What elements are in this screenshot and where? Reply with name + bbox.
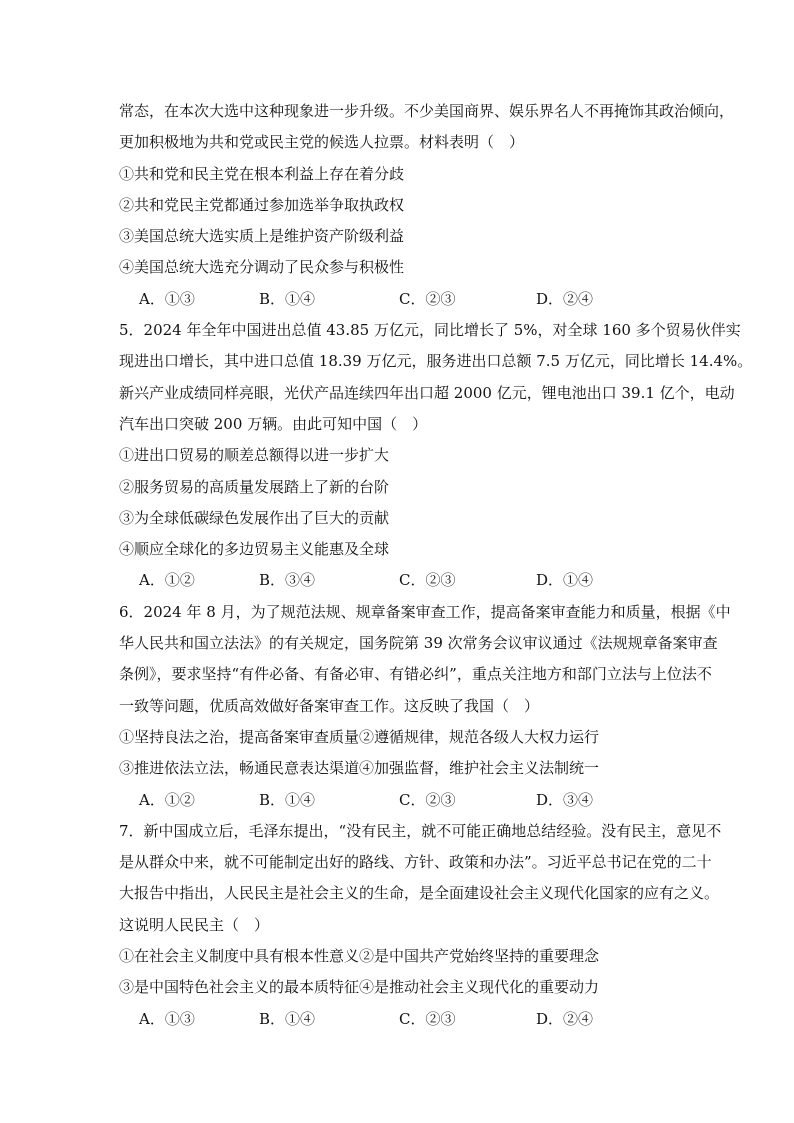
question-6-option: ①坚持良法之治，提高备案审查质量 <box>119 727 360 746</box>
choice-a: A．①③ <box>139 1009 195 1028</box>
page-content <box>119 96 753 1035</box>
question-4-option: ②共和党民主党都通过参加选举争取执政权 <box>119 195 405 214</box>
question-7 <box>119 816 722 1035</box>
choice-a: A．①② <box>139 571 195 590</box>
question-5-option: ②服务贸易的高质量发展踏上了新的台阶 <box>119 477 390 496</box>
choice-c: C．②③ <box>399 571 456 590</box>
question-7-option: ④是推动社会主义现代化的重要动力 <box>359 978 600 997</box>
choice-b: B．①④ <box>259 289 316 308</box>
question-7-stem-line: 大报告中指出，人民民主是社会主义的生命，是全面建设社会主义现代化国家的应有之义。 <box>119 884 720 903</box>
choice-b: B．①④ <box>259 1009 316 1028</box>
choice-b: B．①④ <box>259 790 316 809</box>
choice-c: C．②③ <box>399 790 456 809</box>
question-5-option: ①进出口贸易的顺差总额得以进一步扩大 <box>119 446 390 465</box>
question-7-option: ③是中国特色社会主义的最本质特征 <box>119 978 360 997</box>
question-7-option-row <box>119 972 689 1003</box>
question-6-option-row <box>119 753 689 784</box>
question-7-stem-line: 这说明人民民主（ ） <box>119 915 270 934</box>
choice-d: D．②④ <box>536 289 594 308</box>
question-5-choices <box>119 565 689 596</box>
question-7-choices <box>119 1004 689 1035</box>
question-5-stem-line: 汽车出口突破 200 万辆。由此可知中国（ ） <box>119 414 428 433</box>
question-6 <box>119 597 731 816</box>
question-7-stem-line: 7．新中国成立后，毛泽东提出，“没有民主，就不可能正确地总结经验。没有民主，意见不 <box>119 821 722 840</box>
question-6-stem-line: 6．2024 年 8 月，为了规范法规、规章备案审查工作，提高备案审查能力和质量，根据《中 <box>119 602 731 621</box>
question-6-stem-line: 条例》，要求坚持“有件必备、有备必审、有错必纠”，重点关注地方和部门立法与上位法不 <box>119 665 712 684</box>
choice-c: C．②③ <box>399 289 456 308</box>
choice-d: D．①④ <box>536 571 594 590</box>
question-7-stem-line: 是从群众中来，就不可能制定出好的路线、方针、政策和办法”。习近平总书记在党的二十 <box>119 853 712 872</box>
choice-a: A．①② <box>139 790 195 809</box>
question-5-option: ④顺应全球化的多边贸易主义能惠及全球 <box>119 540 390 559</box>
question-6-option: ③推进依法立法，畅通民意表达渠道 <box>119 759 360 778</box>
question-7-option: ②是中国共产党始终坚持的重要理念 <box>359 947 600 966</box>
question-6-stem-line: 一致等问题，优质高效做好备案审查工作。这反映了我国（ ） <box>119 696 540 715</box>
question-6-option-row <box>119 722 689 753</box>
question-5-stem-line: 新兴产业成绩同样亮眼，光伏产品连续四年出口超 2000 亿元，锂电池出口 39.1 亿个，电动 <box>119 383 735 402</box>
question-6-choices <box>119 785 689 816</box>
choice-c: C．②③ <box>399 1009 456 1028</box>
question-4-choices <box>119 284 689 315</box>
question-4-option: ③美国总统大选实质上是维护资产阶级利益 <box>119 227 405 246</box>
question-5-stem-line: 5．2024 年全年中国进出总值 43.85 万亿元，同比增长了 5%，对全球 160 多个贸易伙伴实 <box>119 321 741 340</box>
question-6-stem-line: 华人民共和国立法法》的有关规定，国务院第 39 次常务会议审议通过《法规规章备案审查 <box>119 634 718 653</box>
question-7-option: ①在社会主义制度中具有根本性意义 <box>119 947 360 966</box>
choice-b: B．③④ <box>259 571 316 590</box>
question-4-stem-line: 常态，在本次大选中这种现象进一步升级。不少美国商界、娱乐界名人不再掩饰其政治倾向， <box>119 102 735 120</box>
choice-a: A．①③ <box>139 289 195 308</box>
question-4-stem-line: 更加积极地为共和党或民主党的候选人拉票。材料表明（ ） <box>119 133 525 152</box>
question-4-option: ④美国总统大选充分调动了民众参与积极性 <box>119 258 405 277</box>
question-5 <box>119 315 753 597</box>
question-5-option: ③为全球低碳绿色发展作出了巨大的贡献 <box>119 508 390 527</box>
question-6-option: ②遵循规律，规范各级人大权力运行 <box>359 727 600 746</box>
question-6-option: ④加强监督，维护社会主义法制统一 <box>359 759 600 778</box>
question-4 <box>119 96 735 315</box>
choice-d: D．③④ <box>536 790 594 809</box>
question-7-option-row <box>119 941 689 972</box>
question-5-stem-line: 现进出口增长，其中进口总值 18.39 万亿元，服务进出口总额 7.5 万亿元，同比增长 14.4%。 <box>119 352 753 371</box>
question-4-option: ①共和党和民主党在根本利益上存在着分歧 <box>119 164 405 183</box>
choice-d: D．②④ <box>536 1009 594 1028</box>
